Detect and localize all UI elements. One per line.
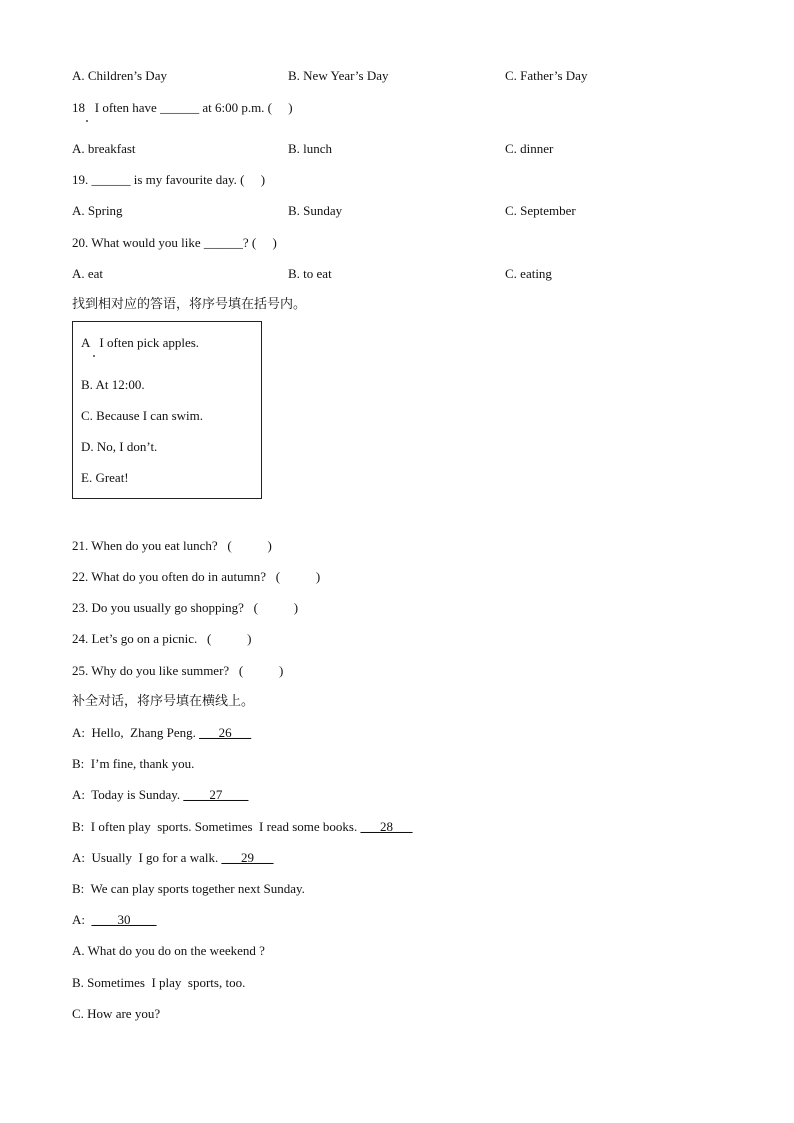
q19-option-a: A. Spring <box>72 203 123 218</box>
dialogue-option-b: B. Sometimes I play sports, too. <box>72 975 246 990</box>
stray-dot <box>93 355 95 357</box>
dialogue-option-a: A. What do you do on the weekend ? <box>72 943 265 958</box>
q20-option-a: A. eat <box>72 266 104 281</box>
q21-text: 21. When do you eat lunch? ( ) <box>72 538 272 553</box>
blank-29: ___29___ <box>221 850 274 865</box>
q18-option-b: B. lunch <box>288 141 333 156</box>
dialogue-line: B: I often play sports. Sometimes I read some books. ___28___ <box>72 819 413 834</box>
q22-text: 22. What do you often do in autumn? ( ) <box>72 569 321 584</box>
q20-option-b: B. to eat <box>288 266 332 281</box>
dialogue-line: A: ____30____ <box>72 912 157 927</box>
q24-text: 24. Let’s go on a picnic. ( ) <box>72 631 252 646</box>
q20-text: 20. What would you like ______? ( ) <box>72 235 277 250</box>
q18-option-a: A. breakfast <box>72 141 136 156</box>
blank-30: ____30____ <box>91 912 157 927</box>
q17-option-b: B. New Year’s Day <box>288 68 389 83</box>
answer-d: D. No, I don’t. <box>81 439 158 454</box>
blank-27: ____27____ <box>183 787 249 802</box>
dialogue-line: A: Hello, Zhang Peng. ___26___ <box>72 725 252 740</box>
q25-text: 25. Why do you like summer? ( ) <box>72 663 284 678</box>
answer-a: A I often pick apples. <box>81 335 200 350</box>
dialogue-line: A: Today is Sunday. ____27____ <box>72 787 249 802</box>
answer-box <box>72 321 262 499</box>
q23-text: 23. Do you usually go shopping? ( ) <box>72 600 299 615</box>
blank-28: ___28___ <box>360 819 413 834</box>
blank-26: ___26___ <box>199 725 252 740</box>
q17-option-a: A. Children’s Day <box>72 68 167 83</box>
answer-e: E. Great! <box>81 470 129 485</box>
answer-b: B. At 12:00. <box>81 377 145 392</box>
dialogue-line: B: I’m fine, thank you. <box>72 756 195 771</box>
answer-c: C. Because I can swim. <box>81 408 204 423</box>
q17-option-c: C. Father’s Day <box>505 68 588 83</box>
dialogue-line: A: Usually I go for a walk. ___29___ <box>72 850 274 865</box>
q18-text: 18 I often have ______ at 6:00 p.m. ( ) <box>72 100 293 115</box>
dialogue-line: B: We can play sports together next Sunday. <box>72 881 305 896</box>
stray-dot <box>86 120 88 122</box>
dialogue-option-c: C. How are you? <box>72 1006 161 1021</box>
q20-option-c: C. eating <box>505 266 552 281</box>
q19-option-c: C. September <box>505 203 576 218</box>
section3-instruction: 补全对话，将序号填在横线上。 <box>72 694 255 709</box>
q18-option-c: C. dinner <box>505 141 554 156</box>
section2-instruction: 找到相对应的答语，将序号填在括号内。 <box>72 297 307 312</box>
q19-text: 19. ______ is my favourite day. ( ) <box>72 172 266 187</box>
q19-option-b: B. Sunday <box>288 203 343 218</box>
